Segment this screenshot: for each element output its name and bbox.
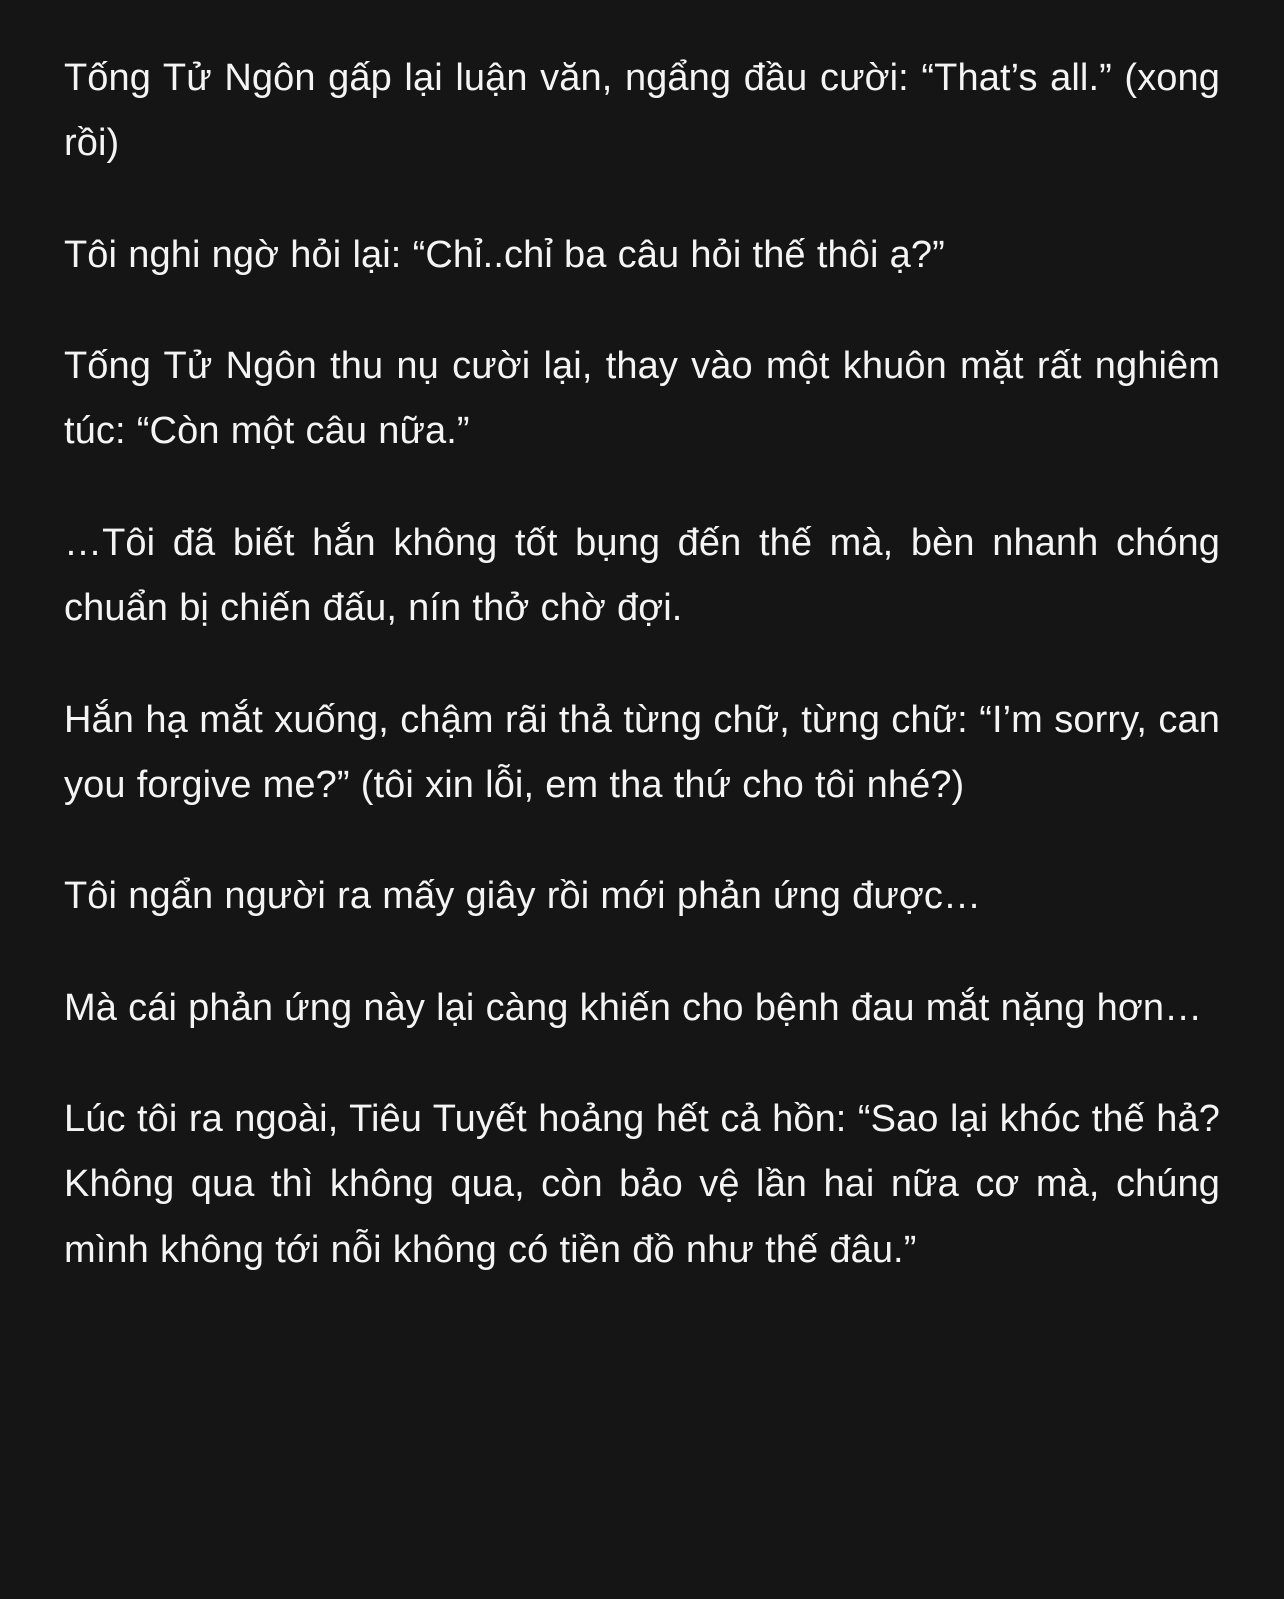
- paragraph: Tôi nghi ngờ hỏi lại: “Chỉ..chỉ ba câu hỏi thế thôi ạ?”: [64, 233, 945, 276]
- paragraph: …Tôi đã biết hắn không tốt bụng đến thế mà, bèn nhanh chóng chuẩn bị chiến đấu, nín thở chờ đợi.: [64, 521, 1220, 630]
- paragraph: Hắn hạ mắt xuống, chậm rãi thả từng chữ, từng chữ: “I’m sorry, can you forgive me?” (tôi xin lỗi, em tha thứ cho tôi nhé?): [64, 698, 1220, 806]
- paragraph: Lúc tôi ra ngoài, Tiêu Tuyết hoảng hết cả hồn: “Sao lại khóc thế hả? Không qua thì không qua, còn bảo vệ lần hai nữa cơ mà, chúng mình không tới nỗi không có tiền đồ như thế đâu.”: [64, 1097, 1220, 1271]
- paragraph: Tống Tử Ngôn thu nụ cười lại, thay vào một khuôn mặt rất nghiêm túc: “Còn một câu nữa.”: [64, 345, 1220, 453]
- paragraph: Tống Tử Ngôn gấp lại luận văn, ngẩng đầu cười: “That’s all.” (xong rồi): [64, 57, 1220, 165]
- paragraph: Tôi ngẩn người ra mấy giây rồi mới phản ứng được…: [64, 875, 982, 918]
- paragraph: Mà cái phản ứng này lại càng khiến cho bệnh đau mắt nặng hơn…: [64, 986, 1203, 1029]
